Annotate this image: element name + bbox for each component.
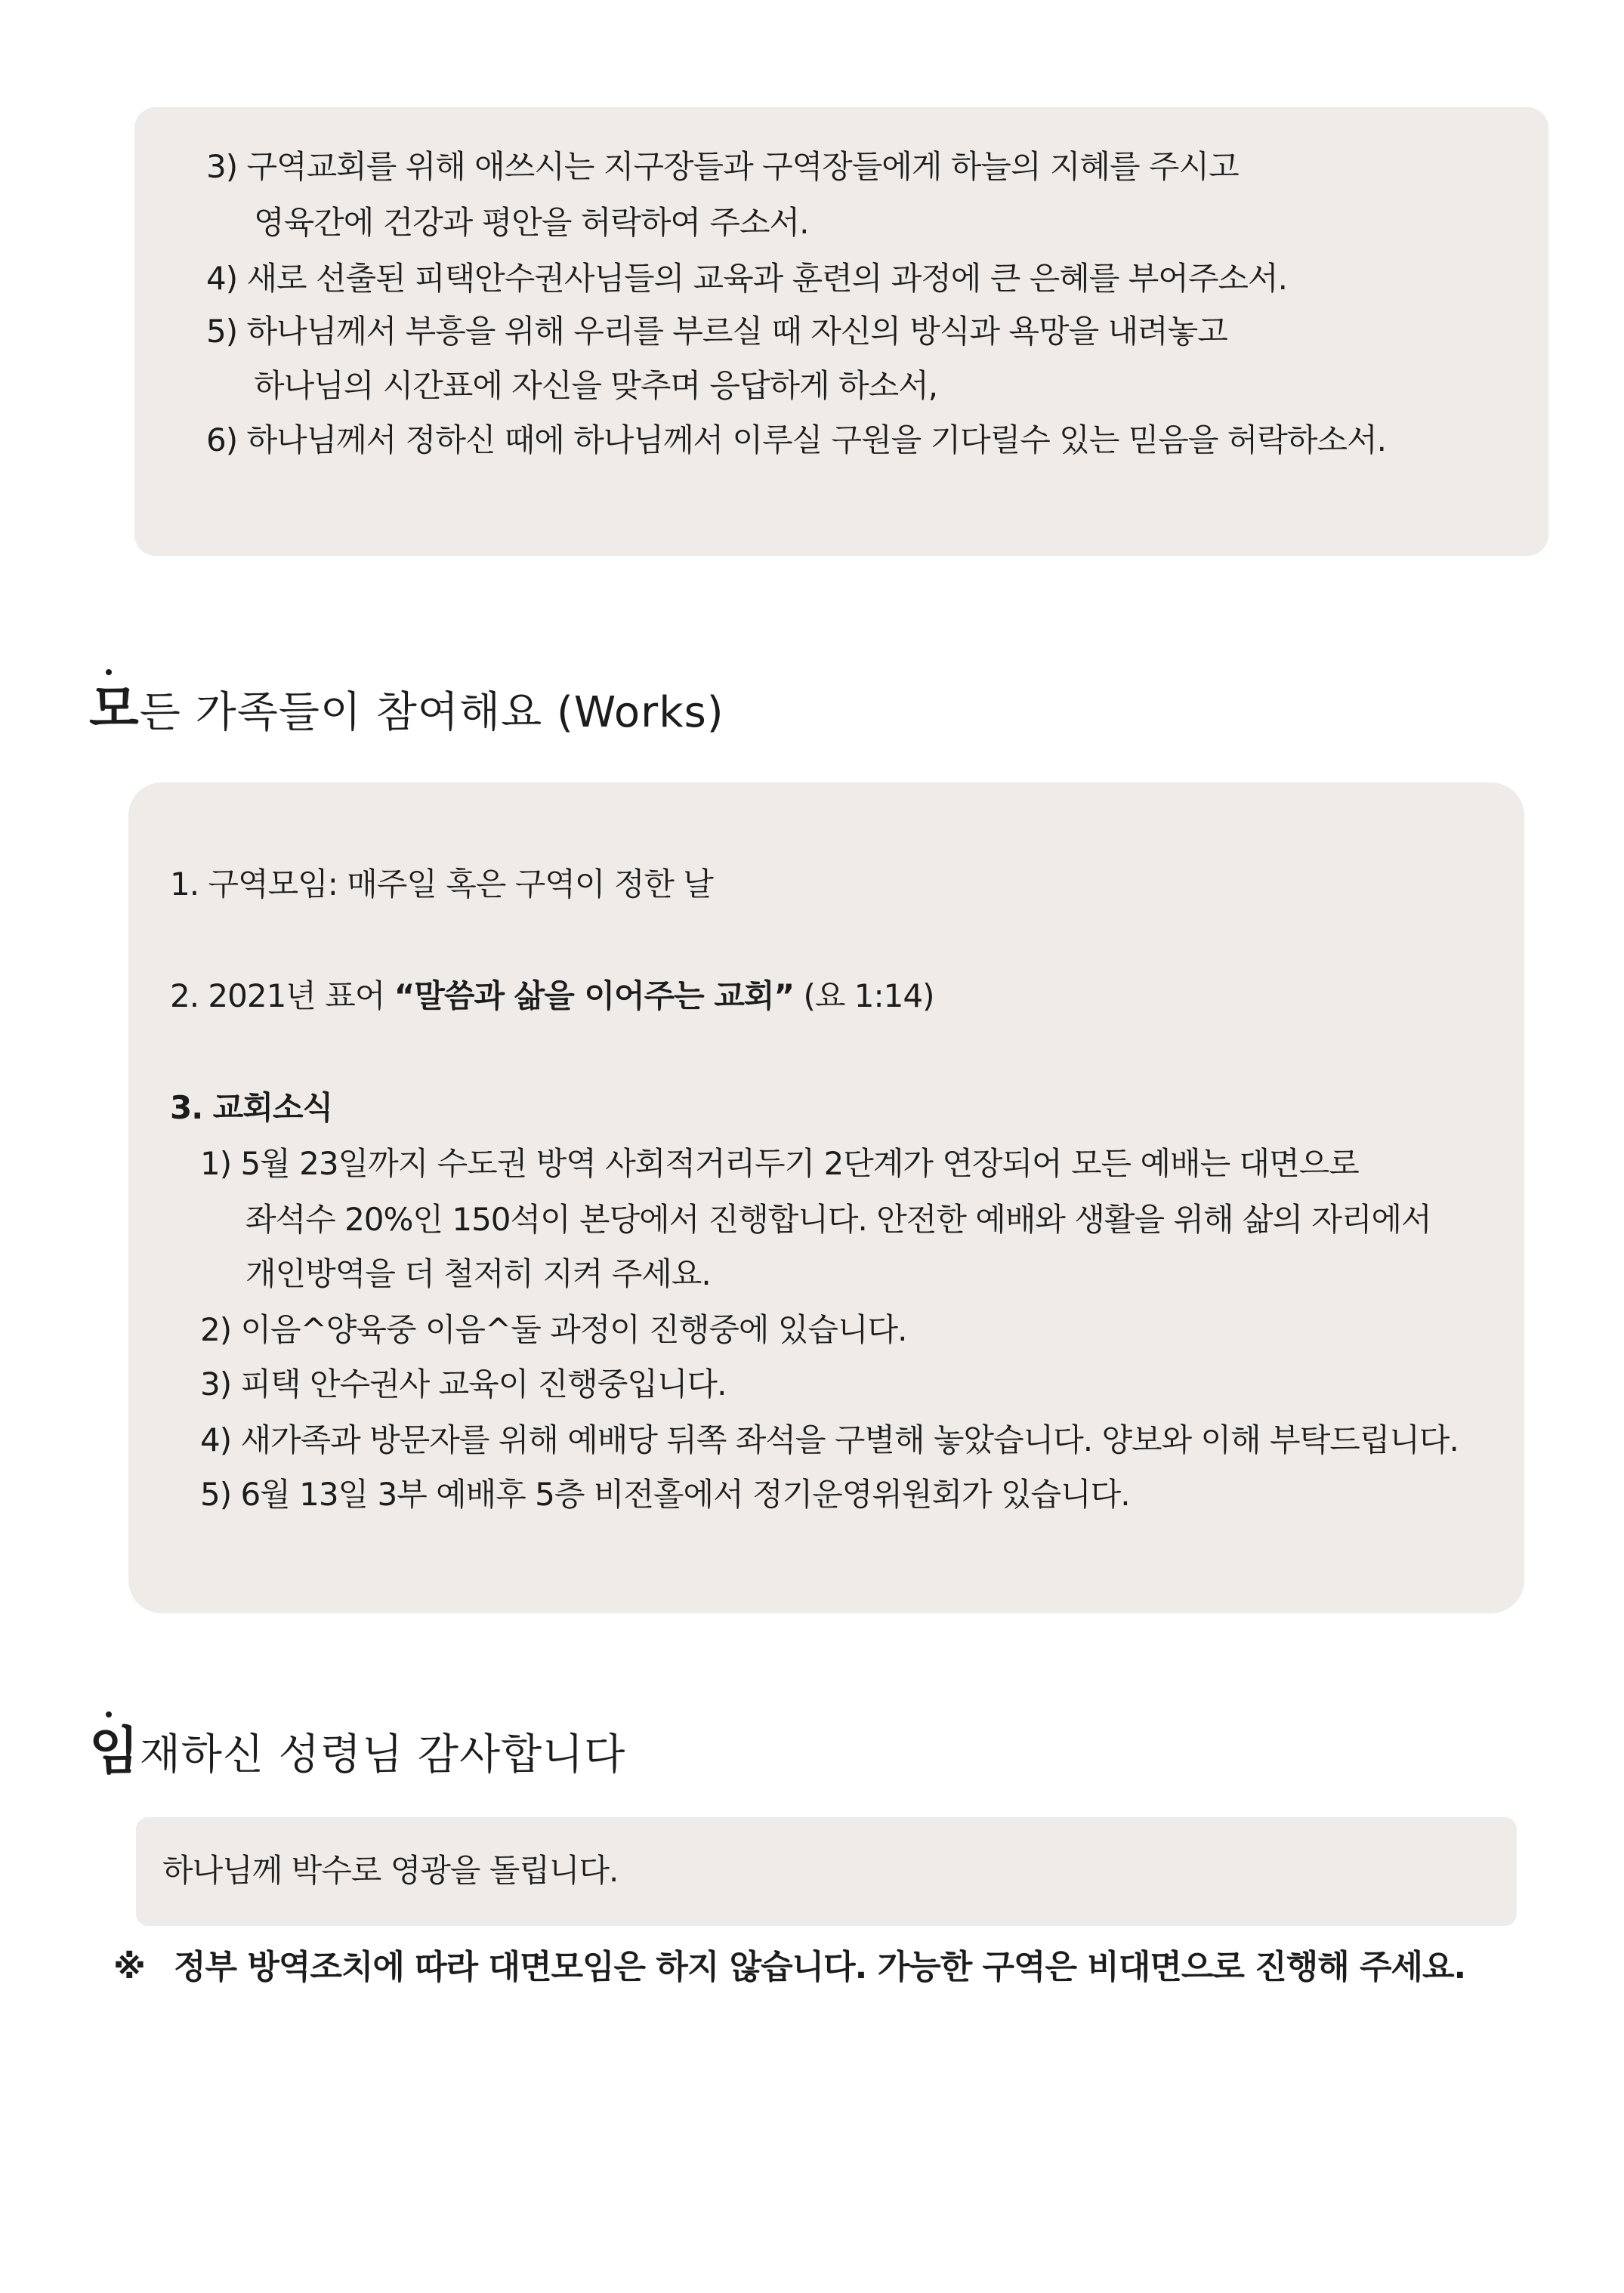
prayer-item-6: 6) 하나님께서 정하신 때에 하나님께서 이루실 구원을 기다릴수 있는 믿음을 허락하소서.	[206, 421, 1386, 458]
spirit-heading-text: 재하신 성령님 감사합니다	[139, 1730, 626, 1779]
works-motto: “말씀과 삶을 이어주는 교회”	[394, 977, 795, 1014]
news-item-1: 1) 5월 23일까지 수도권 방역 사회적거리두기 2단계가 연장되어 모든 예배는 대면으로	[200, 1145, 1359, 1182]
reference-mark-icon: ※	[113, 1948, 145, 1986]
notice	[113, 1949, 1465, 1986]
spirit-heading	[89, 1722, 626, 1782]
works-box	[128, 782, 1524, 1613]
news-item-3: 3) 피택 안수권사 교육이 진행중입니다.	[200, 1366, 727, 1403]
works-heading-text: 든 가족들이 참여해요 (Works)	[139, 688, 724, 737]
news-item-4: 4) 새가족과 방문자를 위해 예배당 뒤쪽 좌석을 구별해 놓았습니다. 양보와 이해 부탁드립니다.	[200, 1421, 1459, 1458]
notice-text: 정부 방역조치에 따라 대면모임은 하지 않습니다. 가능한 구역은 비대면으로 진행해 주세요.	[174, 1948, 1466, 1986]
news-item-5: 5) 6월 13일 3부 예배후 5층 비전홀에서 정기운영위원회가 있습니다.	[200, 1476, 1130, 1513]
prayer-item-5: 5) 하나님께서 부흥을 위해 우리를 부르실 때 자신의 방식과 욕망을 내려놓고	[206, 313, 1227, 350]
prayer-item-3-cont: 영육간에 건강과 평안을 허락하여 주소서.	[254, 204, 809, 241]
works-item-2-suffix: (요 1:14)	[794, 977, 934, 1014]
news-title: 3. 교회소식	[170, 1089, 333, 1126]
news-item-2: 2) 이음^양육중 이음^둘 과정이 진행중에 있습니다.	[200, 1311, 907, 1348]
prayer-box	[134, 107, 1548, 556]
works-item-1: 1. 구역모임: 매주일 혹은 구역이 정한 날	[170, 866, 713, 903]
works-item-3-title	[170, 1089, 332, 1127]
news-item-1-cont-a: 좌석수 20%인 150석이 본당에서 진행합니다. 안전한 예배와 생활을 위해 삶의 자리에서	[245, 1201, 1431, 1238]
works-item-2-prefix: 2. 2021년 표어	[170, 977, 394, 1014]
spirit-box	[136, 1817, 1517, 1926]
prayer-item-3: 3) 구역교회를 위해 애쓰시는 지구장들과 구역장들에게 하늘의 지혜를 주시고	[206, 148, 1239, 185]
prayer-item-4: 4) 새로 선출된 피택안수권사님들의 교육과 훈련의 과정에 큰 은혜를 부어주소서.	[206, 260, 1287, 297]
spirit-heading-initial: 임	[89, 1722, 140, 1782]
works-heading-initial: 모	[89, 680, 140, 739]
works-item-2	[170, 977, 934, 1015]
spirit-text: 하나님께 박수로 영광을 돌립니다.	[162, 1852, 619, 1889]
news-item-1-cont-b: 개인방역을 더 철저히 지켜 주세요.	[245, 1255, 711, 1292]
works-heading	[89, 680, 724, 739]
prayer-item-5-cont: 하나님의 시간표에 자신을 맞추며 응답하게 하소서,	[254, 367, 938, 404]
